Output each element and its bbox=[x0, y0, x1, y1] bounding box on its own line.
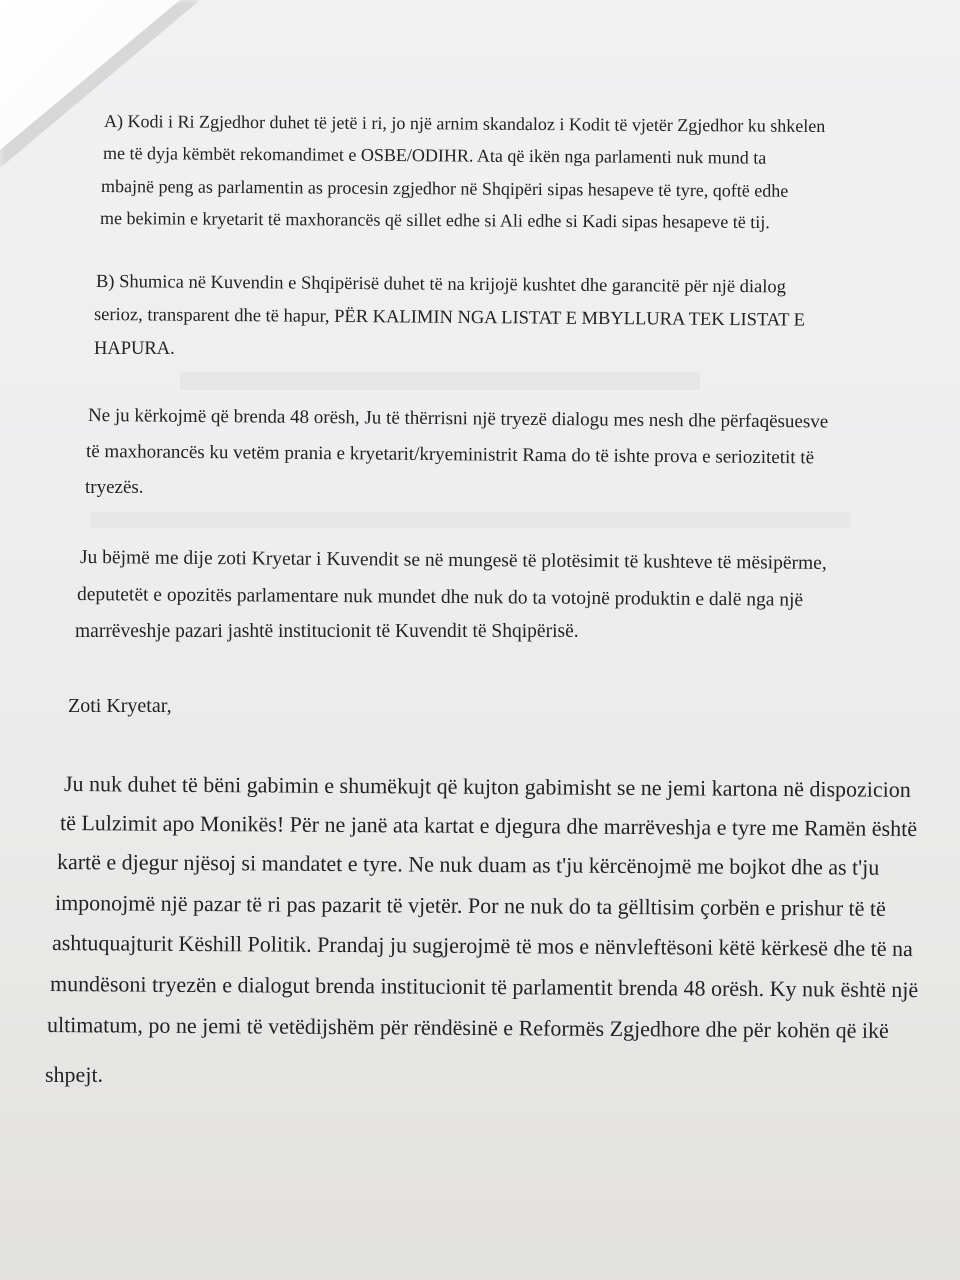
closing-paragraph-line: kartë e djegur njësoj si mandatet e tyre. Ne nuk duam as t'ju kërcënojmë me bojkot dhe as t'ju bbox=[56, 849, 880, 880]
closing-paragraph-line: ashtuquajturit Këshill Politik. Prandaj ju sugjerojmë të mos e nënvleftësoni këtë kërkesë dhe të na bbox=[51, 930, 913, 962]
paragraph-b-line: B) Shumica në Kuvendin e Shqipërisë duhet të na krijojë kushtet dhe garancitë për një dialog bbox=[95, 272, 787, 298]
paragraph-b-line: serioz, transparent dhe të hapur, PËR KALIMIN NGA LISTAT E MBYLLURA TEK LISTAT E bbox=[93, 305, 806, 331]
closing-paragraph-line: mundësoni tryezën e dialogut brenda institucionit të parlamentit brenda 48 orësh. Ky nuk është një bbox=[49, 971, 919, 1003]
request-paragraph-line: Ne ju kërkojmë që brenda 48 orësh, Ju të thërrisni një tryezë dialogu mes nesh dhe përfaqësuesve bbox=[87, 405, 829, 433]
closing-paragraph-line: të Lulzimit apo Monikës! Për ne janë ata kartat e djegura dhe marrëveshja e tyre me Ramën është bbox=[59, 810, 918, 841]
request-paragraph-line: tryezës. bbox=[85, 477, 144, 498]
closing-paragraph-line: imponojmë një pazar të ri pas pazarit të vjetër. Por ne nuk do ta gëlltisim çorbën e prishur të të bbox=[54, 890, 886, 921]
show-through-text bbox=[180, 372, 700, 390]
paragraph-a-line: mbajnë peng as parlamentin as procesin zgjedhor në Shqipëri sipas hesapeve të tyre, qoftë edhe bbox=[100, 176, 789, 201]
request-paragraph-line: të maxhorancës ku vetëm prania e kryetarit/kryeministrit Rama do të ishte prova e seriozitetit të bbox=[85, 441, 815, 469]
notice-paragraph-line: Ju bëjmë me dije zoti Kryetar i Kuvendit se në mungesë të plotësimit të kushteve të mësipërme, bbox=[79, 547, 827, 574]
salutation: Zoti Kryetar, bbox=[68, 695, 172, 717]
show-through-text bbox=[90, 512, 850, 528]
closing-paragraph-line: Ju nuk duhet të bëni gabimin e shumëkujt që kujton gabimisht se ne jemi kartona në dispozicion bbox=[63, 771, 911, 802]
paragraph-a-line: me bekimin e kryetarit të maxhorancës që sillet edhe si Ali edhe si Kadi sipas hesapeve të tij. bbox=[99, 208, 770, 233]
closing-paragraph-line: shpejt. bbox=[45, 1062, 104, 1087]
paragraph-a-line: A) Kodi i Ri Zgjedhor duhet të jetë i ri, jo një arnim skandaloz i Kodit të vjetër Zgjedhor ku shkelen bbox=[103, 111, 826, 137]
closing-paragraph-line: ultimatum, po ne jemi të vetëdijshëm për rëndësinë e Reformës Zgjedhore dhe për kohën që ikë bbox=[46, 1012, 889, 1043]
paragraph-a-line: me të dyja këmbët rekomandimet e OSBE/ODIHR. Ata që ikën nga parlamenti nuk mund ta bbox=[102, 143, 767, 168]
notice-paragraph-line: marrëveshje pazari jashtë institucionit të Kuvendit të Shqipërisë. bbox=[75, 621, 579, 642]
paragraph-b-line: HAPURA. bbox=[94, 339, 175, 359]
notice-paragraph-line: deputetët e opozitës parlamentare nuk mundet dhe nuk do ta votojnë produktin e dalë nga një bbox=[76, 584, 804, 611]
